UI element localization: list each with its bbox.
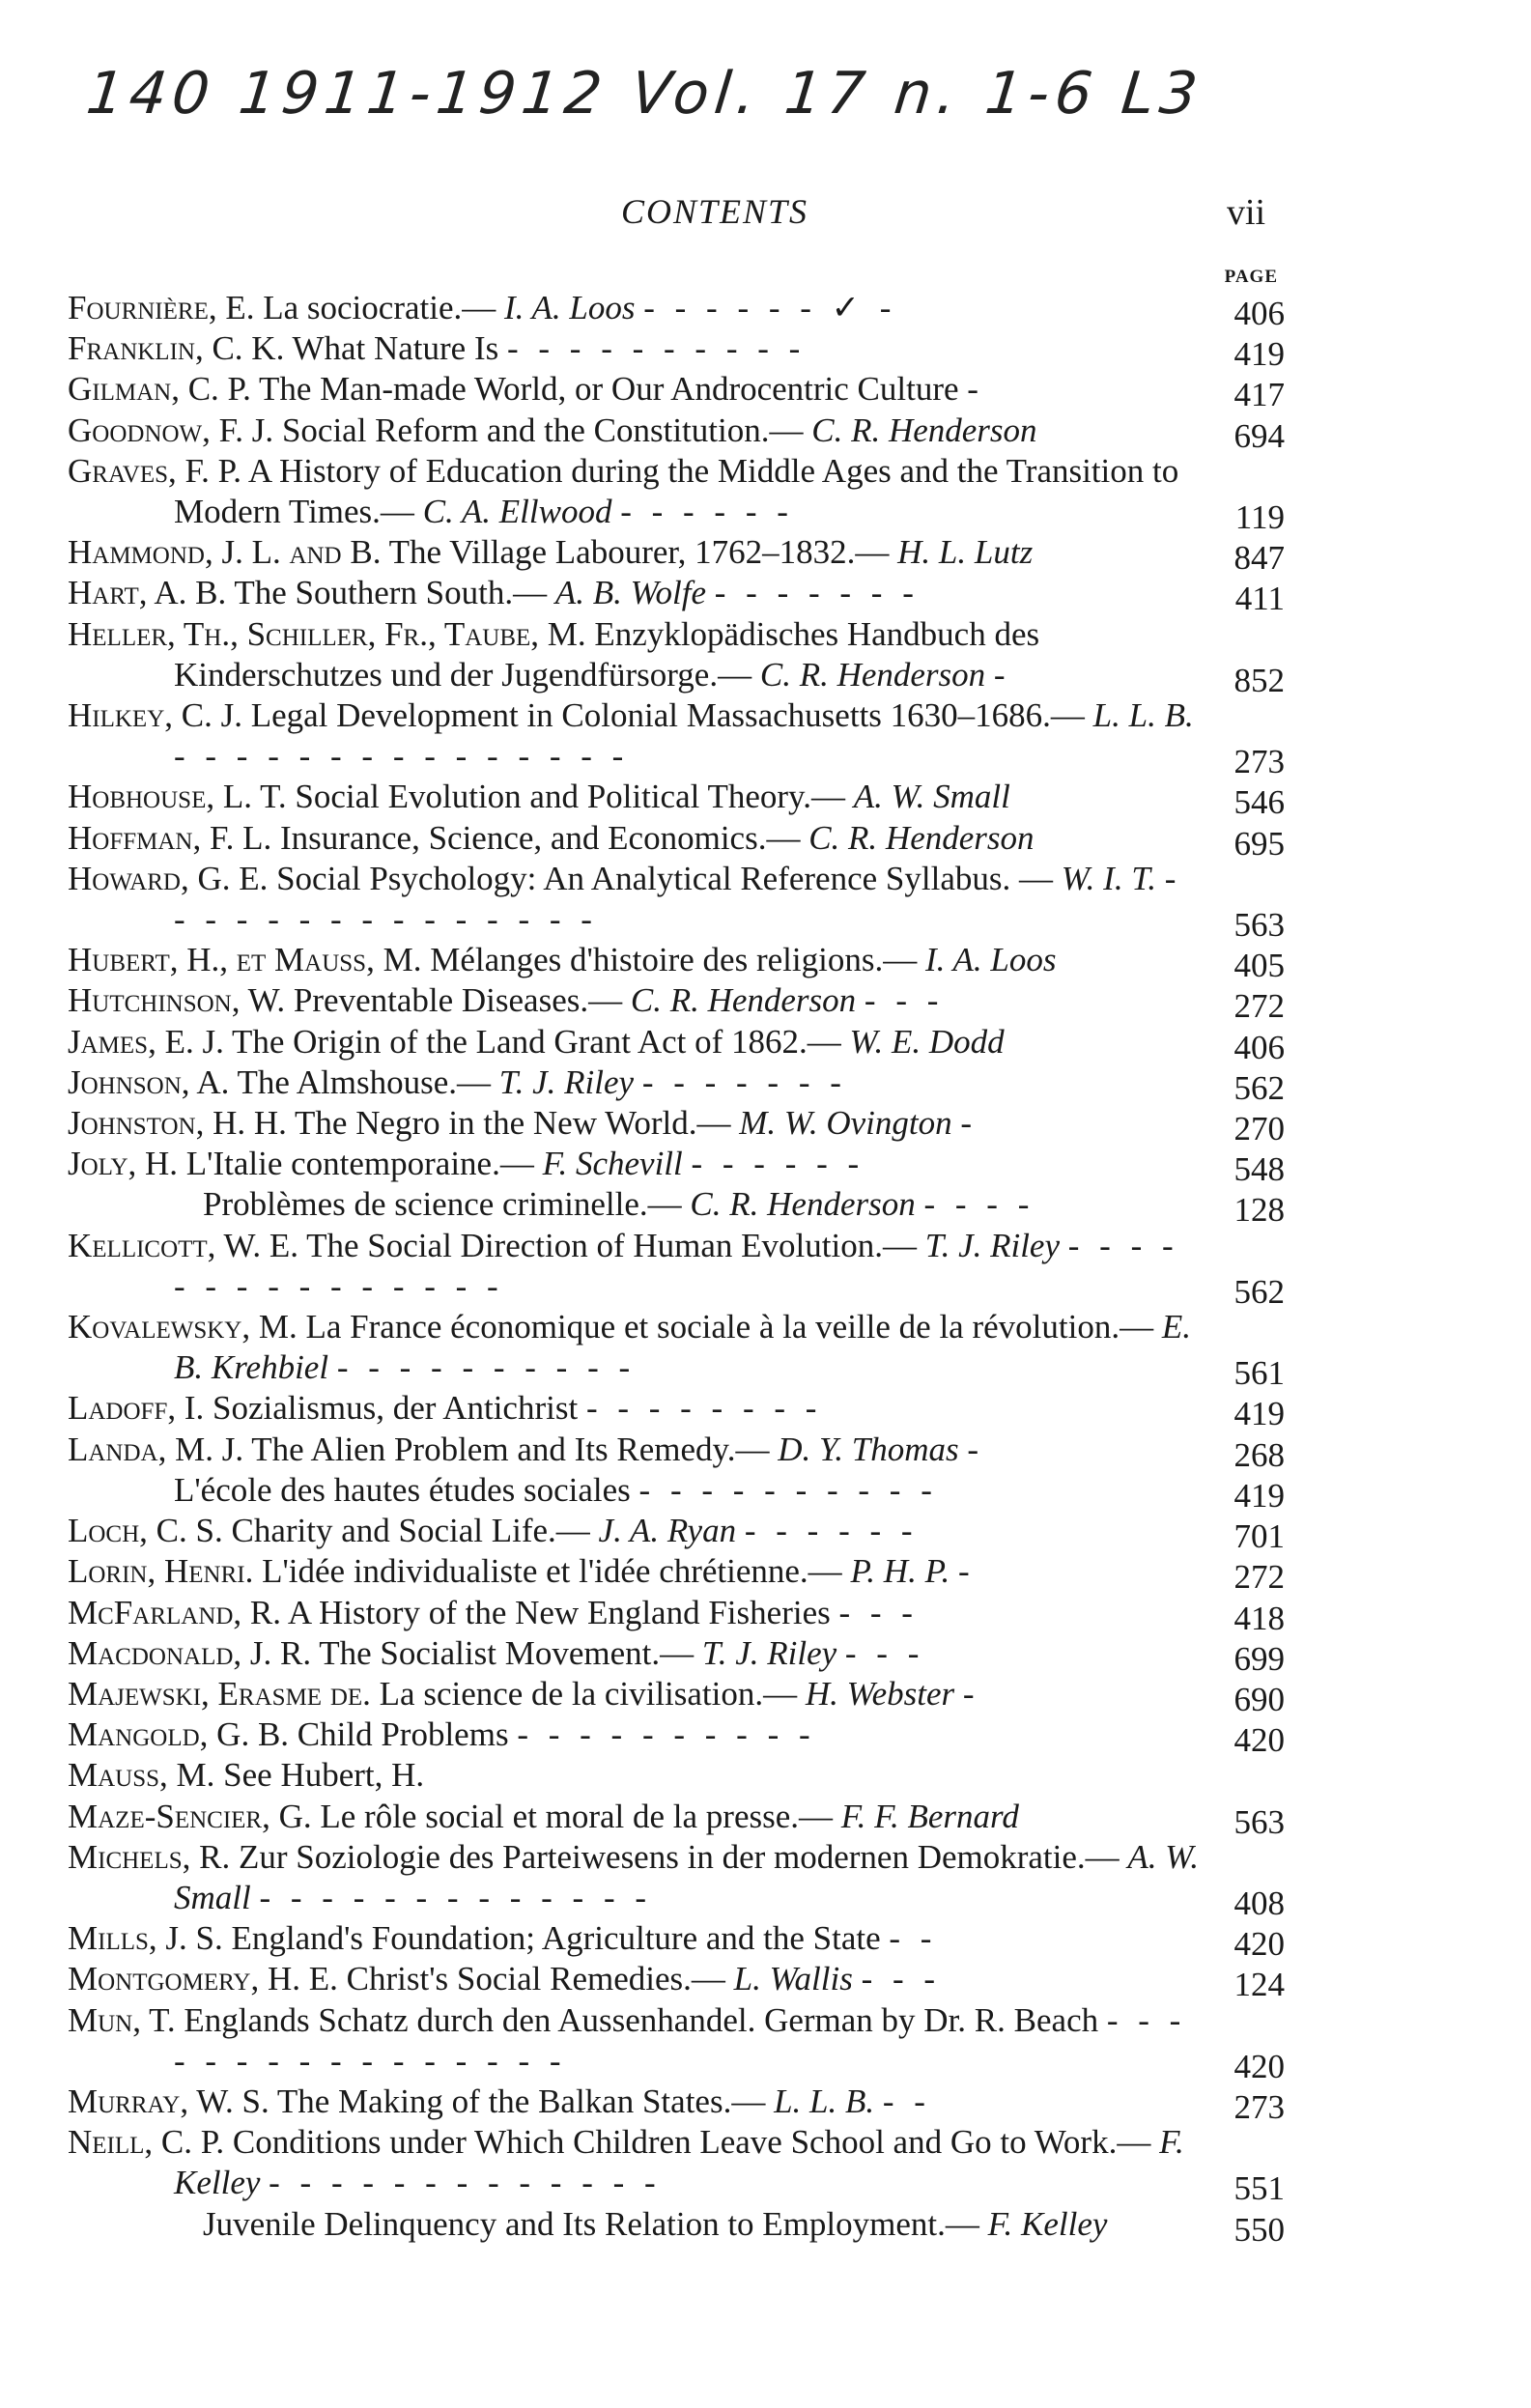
contents-entry — [68, 1430, 1285, 1474]
entry-author: Michels, R. — [68, 1837, 231, 1876]
contents-entry — [68, 1022, 1285, 1066]
entry-author: Hilkey, C. J. — [68, 696, 242, 735]
entry-leader-dots: - - - - - - - - — [585, 1389, 823, 1428]
contents-entry — [68, 1797, 1285, 1841]
entry-author: Majewski, Erasme de. — [68, 1674, 371, 1713]
entry-leader-dots: - - - — [861, 1960, 942, 1998]
entry-reviewer: M. W. Ovington — [739, 1104, 952, 1143]
contents-entry — [68, 695, 1285, 781]
entry-page-number: 273 — [1233, 2087, 1285, 2126]
entry-reviewer: C. R. Henderson — [690, 1185, 916, 1224]
contents-entry — [68, 818, 1285, 863]
entry-leader-dots: - - - - - - - - - - - - - - - — [174, 737, 630, 776]
entry-title: Enzyklopädisches Handbuch des Kinderschutzes und der Jugendfürsorge.— — [174, 614, 1040, 694]
entry-title: Legal Development in Colonial Massachusetts 1630–1686.— — [250, 696, 1085, 735]
entry-title: Zur Soziologie des Parteiwesens in der modernen Demokratie.— — [238, 1837, 1120, 1876]
entry-title: Juvenile Delinquency and Its Relation to Employment.— — [203, 2204, 979, 2243]
contents-entry — [68, 614, 1285, 699]
entry-author: Hart, A. B. — [68, 574, 227, 612]
entry-page-number: 119 — [1234, 498, 1285, 537]
contents-entry — [68, 532, 1285, 578]
entry-leader-dots: - - - - - - - - - - — [336, 1348, 637, 1387]
entry-leader-dots: - - - - - - - - - - - - - — [269, 2164, 662, 2202]
entry-author: Johnson, A. — [68, 1062, 230, 1101]
entry-title: See Hubert, H. — [223, 1756, 425, 1795]
entry-title: Child Problems — [297, 1715, 509, 1754]
entry-leader-dots: - - - - - - - — [641, 1062, 847, 1101]
entry-reviewer: C. R. Henderson — [808, 818, 1035, 857]
entry-page-number: 272 — [1233, 987, 1285, 1026]
contents-entry — [68, 2082, 1285, 2126]
entry-reviewer: A. W. Small — [853, 778, 1010, 816]
entry-title: The Origin of the Land Grant Act of 1862.— — [231, 1022, 841, 1061]
entry-author: Loch, C. S. — [68, 1512, 223, 1550]
entry-page-number: 419 — [1233, 335, 1285, 374]
entry-page-number: 694 — [1233, 416, 1285, 455]
contents-entry — [68, 940, 1285, 985]
entry-title: L'école des hautes études sociales — [174, 1470, 631, 1509]
entry-title: Christ's Social Remedies.— — [346, 1960, 725, 1998]
entry-title: The Almshouse.— — [237, 1062, 491, 1101]
entry-leader-dots: - - — [882, 2082, 931, 2120]
contents-entry — [68, 1837, 1285, 1922]
entry-page-number: 128 — [1233, 1191, 1285, 1230]
entry-title: The Social Direction of Human Evolution.— — [306, 1226, 917, 1264]
entry-title: The Southern South.— — [234, 574, 548, 612]
entry-leader-dots: - - - - — [923, 1185, 1035, 1224]
entry-page-number: 270 — [1233, 1110, 1285, 1148]
entry-page-number: 406 — [1233, 1028, 1285, 1066]
contents-entry — [68, 2122, 1285, 2208]
entry-author: Kovalewsky, M. — [68, 1308, 298, 1346]
contents-entry — [68, 1593, 1285, 1637]
contents-list — [68, 288, 1285, 2249]
entry-author: Johnston, H. H. — [68, 1104, 287, 1143]
entry-title: What Nature Is — [292, 329, 499, 368]
entry-title: Social Evolution and Political Theory.— — [295, 778, 846, 816]
entry-leader-dots: - - - - - - - - - - — [507, 329, 807, 368]
entry-title: Social Psychology: An Analytical Reference Syllabus. — — [276, 859, 1053, 897]
entry-leader-dots: - - - - - - - - - - - - - - - - — [174, 2000, 1187, 2080]
contents-entry — [68, 573, 1285, 618]
entry-page-number: 550 — [1233, 2210, 1285, 2249]
entry-reviewer: J. A. Ryan — [598, 1512, 737, 1550]
contents-entry — [68, 1755, 1285, 1796]
contents-entry — [68, 1918, 1285, 1964]
entry-title: A History of the New England Fisheries — [287, 1593, 831, 1631]
entry-page-number: 699 — [1233, 1639, 1285, 1678]
entry-page-number: 408 — [1233, 1884, 1285, 1922]
entry-page-number: 268 — [1233, 1435, 1285, 1474]
entry-reviewer: C. R. Henderson — [630, 981, 857, 1020]
entry-title: Englands Schatz durch den Aussenhandel. German by Dr. R. Beach — [184, 2000, 1099, 2039]
entry-page-number: 690 — [1233, 1680, 1285, 1718]
entry-title: Mélanges d'histoire des religions.— — [430, 941, 918, 979]
contents-entry — [68, 1714, 1285, 1760]
entry-title: The Village Labourer, 1762–1832.— — [388, 533, 890, 572]
contents-entry — [68, 2204, 1285, 2249]
entry-page-number: 419 — [1233, 1476, 1285, 1515]
entry-reviewer: C. R. Henderson — [811, 411, 1037, 449]
entry-author: Howard, G. E. — [68, 859, 269, 897]
entry-page-number: 701 — [1233, 1517, 1285, 1556]
entry-leader-dots: - - - — [844, 1633, 925, 1672]
entry-page-number: 417 — [1233, 376, 1285, 414]
contents-entry — [68, 1184, 1285, 1230]
entry-leader-dots: - - - - - - - - - - - - - - - — [174, 859, 1182, 939]
entry-author: Gilman, C. P. — [68, 370, 251, 409]
entry-reviewer: L. L. B. — [774, 2082, 875, 2120]
entry-page-number: 418 — [1233, 1599, 1285, 1637]
entry-author: Maze-Sencier, G. — [68, 1797, 312, 1835]
entry-author: Graves, F. P. — [68, 451, 242, 490]
entry-author: Hubert, H., et Mauss, M. — [68, 941, 422, 979]
entry-author: Macdonald, J. R. — [68, 1633, 312, 1672]
entry-page-number: 561 — [1233, 1354, 1285, 1393]
contents-entry — [68, 1470, 1285, 1515]
entry-reviewer: C. A. Ellwood — [422, 493, 612, 531]
entry-title: The Negro in the New World.— — [295, 1104, 731, 1143]
entry-leader-dots: - - — [889, 1919, 938, 1958]
entry-leader-dots: - - - - - - - - - - - - - — [259, 1878, 653, 1916]
entry-page-number: 420 — [1233, 1721, 1285, 1760]
entry-page-number: 563 — [1233, 1802, 1285, 1841]
entry-page-number: 419 — [1233, 1395, 1285, 1433]
entry-author: Hoffman, F. L. — [68, 818, 272, 857]
entry-reviewer: T. J. Riley — [498, 1062, 635, 1101]
entry-reviewer: A. B. Wolfe — [554, 574, 707, 612]
entry-leader-dots: - — [967, 370, 984, 409]
entry-page-number: 562 — [1233, 1068, 1285, 1107]
entry-reviewer: C. R. Henderson — [759, 655, 986, 694]
contents-entry — [68, 980, 1285, 1026]
entry-author: Hammond, J. L. and B. — [68, 533, 382, 572]
contents-entry — [68, 859, 1285, 945]
handwritten-shelf-note: 140 1911-1912 Vol. 17 n. 1-6 L3 — [83, 60, 1206, 127]
entry-title: L'idée individualiste et l'idée chrétienne.— — [262, 1552, 842, 1591]
entry-author: Mauss, M. — [68, 1756, 215, 1795]
entry-leader-dots: - — [993, 655, 1011, 694]
entry-reviewer: I. A. Loos — [504, 289, 636, 326]
entry-author: James, E. J. — [68, 1022, 224, 1061]
entry-page-number: 420 — [1233, 1925, 1285, 1964]
entry-title: L'Italie contemporaine.— — [185, 1145, 534, 1183]
entry-reviewer: I. A. Loos — [924, 941, 1057, 979]
entry-leader-dots: - - - - - - - - - - - - - - - — [174, 1226, 1179, 1305]
entry-leader-dots: - - - - - - - - - - — [517, 1715, 816, 1754]
contents-entry — [68, 1633, 1285, 1678]
entry-title: La France économique et sociale à la veille de la révolution.— — [305, 1308, 1154, 1346]
entry-leader-dots: - - - — [838, 1593, 919, 1631]
entry-leader-dots: - — [957, 1552, 976, 1591]
entry-title: Charity and Social Life.— — [231, 1512, 590, 1550]
entry-author: Goodnow, F. J. — [68, 411, 274, 449]
contents-entry — [68, 328, 1285, 374]
entry-page-number: 273 — [1233, 743, 1285, 781]
entry-title: A History of Education during the Middle Ages and the Transition to Modern Times.— — [174, 451, 1179, 531]
entry-author: Montgomery, H. E. — [68, 1960, 338, 1998]
entry-leader-dots: - - - - - - - — [714, 574, 920, 612]
entry-page-number: 548 — [1233, 1150, 1285, 1189]
entry-title: Sozialismus, der Antichrist — [213, 1389, 579, 1428]
entry-page-number: 562 — [1233, 1272, 1285, 1311]
entry-page-number: 406 — [1233, 295, 1285, 332]
entry-author: Hutchinson, W. — [68, 981, 286, 1020]
entry-page-number: 546 — [1233, 783, 1285, 822]
entry-author: Landa, M. J. — [68, 1430, 244, 1468]
folio-number: vii — [1227, 192, 1266, 233]
entry-page-number: 847 — [1233, 539, 1285, 578]
entry-reviewer: D. Y. Thomas — [778, 1430, 959, 1468]
entry-author: McFarland, R. — [68, 1593, 282, 1631]
contents-entry — [68, 1551, 1285, 1597]
entry-reviewer: H. Webster — [805, 1674, 955, 1713]
entry-reviewer: T. J. Riley — [924, 1226, 1061, 1264]
entry-reviewer: A. W. Small — [174, 1837, 1199, 1916]
entry-author: Fournière, E. — [68, 289, 255, 326]
entry-leader-dots: - - - — [864, 981, 945, 1020]
entry-title: Preventable Diseases.— — [293, 981, 623, 1020]
entry-title: The Alien Problem and Its Remedy.— — [251, 1430, 770, 1468]
entry-reviewer: L. Wallis — [733, 1960, 853, 1998]
entry-leader-dots: - - - - - - - - - - — [638, 1470, 938, 1509]
entry-title: The Making of the Balkan States.— — [276, 2082, 766, 2120]
entry-author: Mun, T. — [68, 2000, 176, 2039]
entry-author: Murray, W. S. — [68, 2082, 269, 2120]
entry-leader-dots: - - - - - - ✓ - — [643, 289, 897, 326]
entry-leader-dots: - - - - - - — [620, 493, 794, 531]
entry-leader-dots: - — [960, 1104, 978, 1143]
contents-entry — [68, 288, 1285, 332]
entry-author: Heller, Th., Schiller, Fr., Taube, M. — [68, 614, 586, 653]
entry-leader-dots: - — [967, 1430, 985, 1468]
contents-entry — [68, 777, 1285, 822]
entry-reviewer: F. Schevill — [542, 1145, 683, 1183]
entry-page-number: 551 — [1233, 2169, 1285, 2208]
entry-page-number: 420 — [1233, 2047, 1285, 2085]
entry-title: Conditions under Which Children Leave School and Go to Work.— — [232, 2123, 1151, 2162]
contents-entry — [68, 451, 1285, 537]
entry-author: Joly, H. — [68, 1145, 179, 1183]
entry-title: The Socialist Movement.— — [319, 1633, 695, 1672]
entry-title: La science de la civilisation.— — [379, 1674, 798, 1713]
entry-author: Neill, C. P. — [68, 2123, 225, 2162]
contents-entry — [68, 1511, 1285, 1556]
entry-reviewer: T. J. Riley — [701, 1633, 837, 1672]
page-column-heading: PAGE — [1224, 267, 1278, 287]
entry-leader-dots: - - - - - - — [744, 1512, 919, 1550]
entry-page-number: 272 — [1233, 1558, 1285, 1597]
entry-reviewer: E. B. Krehbiel — [174, 1308, 1191, 1387]
contents-entry — [68, 1144, 1285, 1189]
entry-author: Mangold, G. B. — [68, 1715, 290, 1754]
entry-reviewer: P. H. P. — [850, 1552, 950, 1591]
entry-author: Hobhouse, L. T. — [68, 778, 287, 816]
entry-page-number: 563 — [1233, 906, 1285, 945]
entry-reviewer: L. L. B. — [1092, 696, 1194, 735]
contents-entry — [68, 1226, 1285, 1311]
entry-page-number: 124 — [1233, 1966, 1285, 2004]
entry-reviewer: F. Kelley — [987, 2204, 1108, 2243]
entry-title: The Man-made World, or Our Androcentric Culture — [259, 370, 959, 409]
entry-reviewer: H. L. Lutz — [897, 533, 1034, 572]
entry-leader-dots: - — [962, 1674, 980, 1713]
entry-page-number: 695 — [1233, 824, 1285, 863]
contents-entry — [68, 369, 1285, 414]
entry-leader-dots: - - - - - - — [691, 1145, 865, 1183]
entry-reviewer: F. F. Bernard — [840, 1797, 1019, 1835]
contents-entry — [68, 1062, 1285, 1107]
entry-reviewer: W. I. T. — [1061, 859, 1156, 897]
entry-author: Kellicott, W. E. — [68, 1226, 299, 1264]
entry-reviewer: F. Kelley — [174, 2123, 1184, 2202]
entry-author: Mills, J. S. — [68, 1919, 223, 1958]
entry-title: Insurance, Science, and Economics.— — [280, 818, 801, 857]
entry-title: Social Reform and the Constitution.— — [281, 411, 804, 449]
entry-title: Le rôle social et moral de la presse.— — [320, 1797, 834, 1835]
entry-reviewer: W. E. Dodd — [849, 1022, 1005, 1061]
contents-entry — [68, 411, 1285, 455]
entry-page-number: 405 — [1233, 947, 1285, 985]
entry-title: England's Foundation; Agriculture and the State — [231, 1919, 881, 1958]
entry-author: Franklin, C. K. — [68, 329, 285, 368]
contents-entry — [68, 1103, 1285, 1148]
entry-title: Problèmes de science criminelle.— — [203, 1185, 682, 1224]
contents-entry — [68, 1959, 1285, 2004]
contents-entry — [68, 2000, 1285, 2085]
contents-entry — [68, 1674, 1285, 1718]
page-title: CONTENTS — [620, 192, 809, 231]
entry-page-number: 411 — [1234, 580, 1285, 618]
entry-page-number: 852 — [1233, 661, 1285, 699]
entry-title: La sociocratie.— — [263, 289, 496, 326]
contents-entry — [68, 1388, 1285, 1433]
contents-entry — [68, 1307, 1285, 1393]
entry-author: Ladoff, I. — [68, 1389, 205, 1428]
entry-author: Lorin, Henri. — [68, 1552, 254, 1591]
